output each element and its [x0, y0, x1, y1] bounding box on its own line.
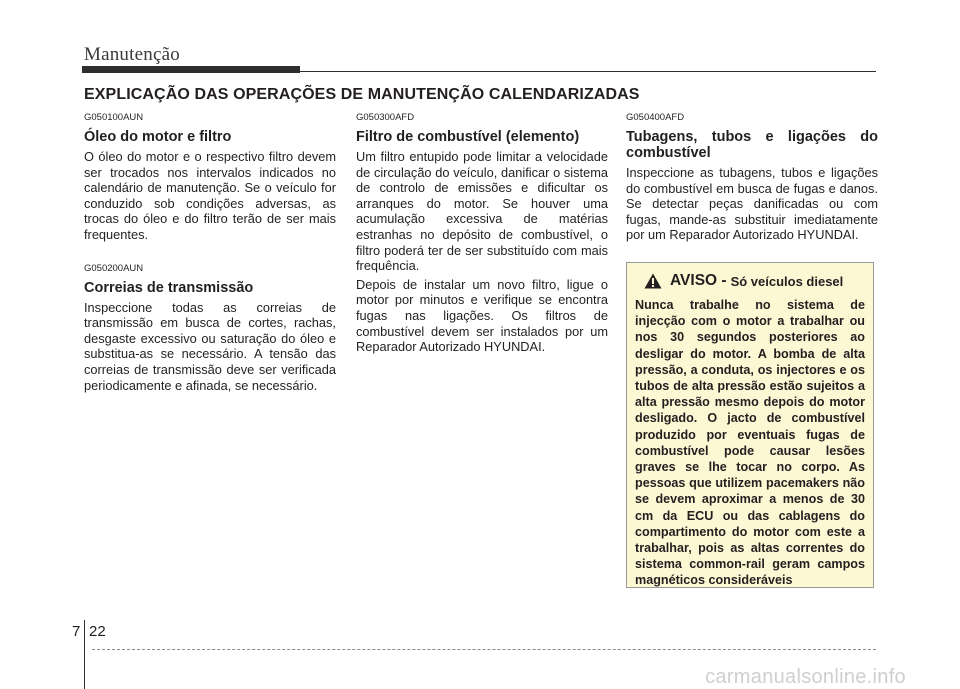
column-2 — [356, 112, 608, 355]
subsection-heading: Tubagens, tubos e ligações do combustível — [626, 129, 878, 161]
section-code: G050200AUN — [84, 262, 144, 274]
warning-subtitle: Só veículos diesel — [730, 273, 844, 289]
body-paragraph: Inspeccione as tubagens, tubos e ligações do combustível em busca de fugas e danos. Se detectar peças danificadas ou com fugas, mande-as substituir imediatamente por um Reparador Autorizado HYUNDAI. — [626, 165, 878, 243]
header-rule — [300, 71, 876, 72]
footer-tick — [84, 620, 85, 689]
warning-triangle-icon — [644, 273, 662, 289]
subsection-heading: Óleo do motor e filtro — [84, 129, 232, 145]
warning-box — [626, 262, 874, 588]
section-code: G050100AUN — [84, 112, 144, 123]
warning-header — [635, 269, 865, 293]
body-paragraph: O óleo do motor e o respectivo filtro devem ser trocados nos intervalos indicados no calendário de manutenção. Se o veículo for conduzido sob condições adversas, as trocas do óleo e do filtro terão de ser mais frequentes. — [84, 149, 336, 242]
body-paragraph: Um filtro entupido pode limitar a velocidade de circulação do veículo, danificar o sistema de controlo de emissões e dificultar os arranques do motor. Se houver uma acumulação excessiva de matérias estranhas no depósito de combustível, o filtro poderá ter de ser substituído com mais frequência. — [356, 149, 608, 274]
page-number: 22 — [89, 623, 106, 640]
section-code: G050400AFD — [626, 112, 685, 123]
warning-text: Nunca trabalhe no sistema de injecção com o motor a trabalhar ou nos 30 segundos posteriores ao desligar do motor. A bomba de alta pressão, a conduta, os injectores e os tubos de alta pressão estão sujeitos a alta pressão mesmo depois do motor desligado. O jacto de combustível produzido por eventuais fugas de combustível pode causar lesões graves se lhe tocar no corpo. As pessoas que utilizem pacemakers não se devem aproximar a menos de 30 cm da ECU ou das cablagens do compartimento do motor com este a trabalhar, pois as altas correntes do sistema common-rail geram campos magnéticos consideráveis — [635, 298, 865, 588]
section-title: EXPLICAÇÃO DAS OPERAÇÕES DE MANUTENÇÃO CALENDARIZADAS — [84, 86, 640, 103]
body-paragraph: Depois de instalar um novo filtro, ligue o motor por minutos e verifique se encontra fugas nas ligações. Os filtros de combustível devem ser instalados por um Reparador Autorizado HYUNDAI. — [356, 276, 608, 355]
subsection-heading: Filtro de combustível (elemento) — [356, 129, 580, 145]
header-bar — [82, 66, 300, 73]
warning-label: AVISO - — [670, 272, 727, 289]
watermark: carmanualsonline.info — [705, 666, 906, 688]
section-code: G050300AFD — [356, 112, 415, 123]
spacer — [84, 243, 336, 263]
body-paragraph: Inspeccione todas as correias de transmissão em busca de cortes, rachas, desgaste excessivo ou saturação do óleo e substitua-as se necessário. A tensão das correias de transmissão deve ser verificada periodicamente e afinada, se necessário. — [84, 299, 336, 393]
column-1 — [84, 112, 336, 393]
footer-dashed-rule — [92, 649, 876, 650]
chapter-number: 7 — [72, 623, 81, 640]
subsection-heading: Correias de transmissão — [84, 279, 254, 296]
page-header-title: Manutenção — [84, 44, 180, 65]
column-3 — [626, 112, 878, 243]
